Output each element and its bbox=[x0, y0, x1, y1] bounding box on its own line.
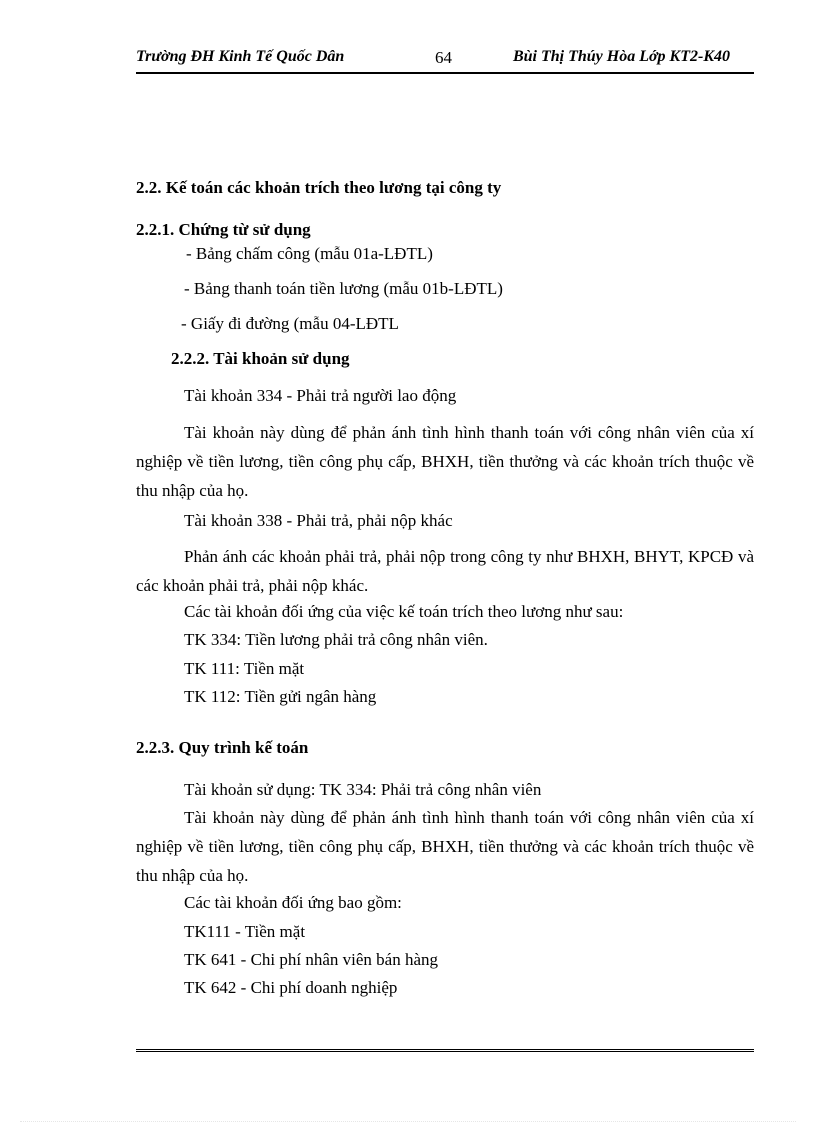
account-338-paragraph: Phản ánh các khoản phải trả, phải nộp trong công ty như BHXH, BHYT, KPCĐ và các khoản phải trả, phải nộp khác. bbox=[136, 547, 754, 595]
corresponding-item: TK 334: Tiền lương phải trả công nhân viên. bbox=[184, 630, 488, 649]
account-334-line: Tài khoản 334 - Phải trả người lao động bbox=[184, 386, 457, 405]
section-2-2-2-title: 2.2.2. Tài khoản sử dụng bbox=[171, 349, 350, 368]
account-338-line: Tài khoản 338 - Phải trả, phải nộp khác bbox=[184, 511, 453, 530]
section-2-2-1-title: 2.2.1. Chứng từ sử dụng bbox=[136, 220, 311, 239]
header-author: Bùi Thị Thúy Hòa Lớp KT2-K40 bbox=[512, 48, 730, 65]
account-used-paragraph: Tài khoản này dùng để phản ánh tình hình thanh toán với công nhân viên của xí nghiệp về tiền lương, tiền công phụ cấp, BHXH, tiền thưởng và các khoản trích thuộc về thu nhập của họ. bbox=[136, 808, 754, 885]
document-item: - Bảng thanh toán tiền lương (mẫu 01b-LĐTL) bbox=[184, 279, 503, 298]
corresponding-item: TK 112: Tiền gửi ngân hàng bbox=[184, 687, 377, 706]
corresponding-item: TK 641 - Chi phí nhân viên bán hàng bbox=[184, 950, 439, 969]
header-rule bbox=[136, 72, 754, 74]
page-edge-dotted-line bbox=[20, 1121, 796, 1122]
corresponding-intro: Các tài khoản đối ứng bao gồm: bbox=[184, 893, 402, 912]
account-334-paragraph: Tài khoản này dùng để phản ánh tình hình thanh toán với công nhân viên của xí nghiệp về tiền lương, tiền công phụ cấp, BHXH, tiền thưởng và các khoản trích thuộc về thu nhập của họ. bbox=[136, 423, 754, 500]
header-school: Trường ĐH Kinh Tế Quốc Dân bbox=[136, 48, 345, 65]
section-2-2-3-title: 2.2.3. Quy trình kế toán bbox=[136, 738, 309, 757]
account-used-line: Tài khoản sử dụng: TK 334: Phải trả công nhân viên bbox=[184, 780, 542, 799]
page-header bbox=[136, 48, 754, 70]
page-number: 64 bbox=[435, 48, 452, 67]
corresponding-intro: Các tài khoản đối ứng của việc kế toán trích theo lương như sau: bbox=[184, 602, 624, 621]
corresponding-item: TK 642 - Chi phí doanh nghiệp bbox=[184, 978, 398, 997]
footer-rule bbox=[136, 1049, 754, 1054]
document-item: - Giấy đi đường (mẫu 04-LĐTL bbox=[181, 314, 399, 333]
corresponding-item: TK111 - Tiền mặt bbox=[184, 922, 306, 941]
section-2-2-title: 2.2. Kế toán các khoản trích theo lương tại công ty bbox=[136, 178, 502, 197]
corresponding-item: TK 111: Tiền mặt bbox=[184, 659, 305, 678]
document-item: - Bảng chấm công (mẫu 01a-LĐTL) bbox=[186, 244, 433, 263]
